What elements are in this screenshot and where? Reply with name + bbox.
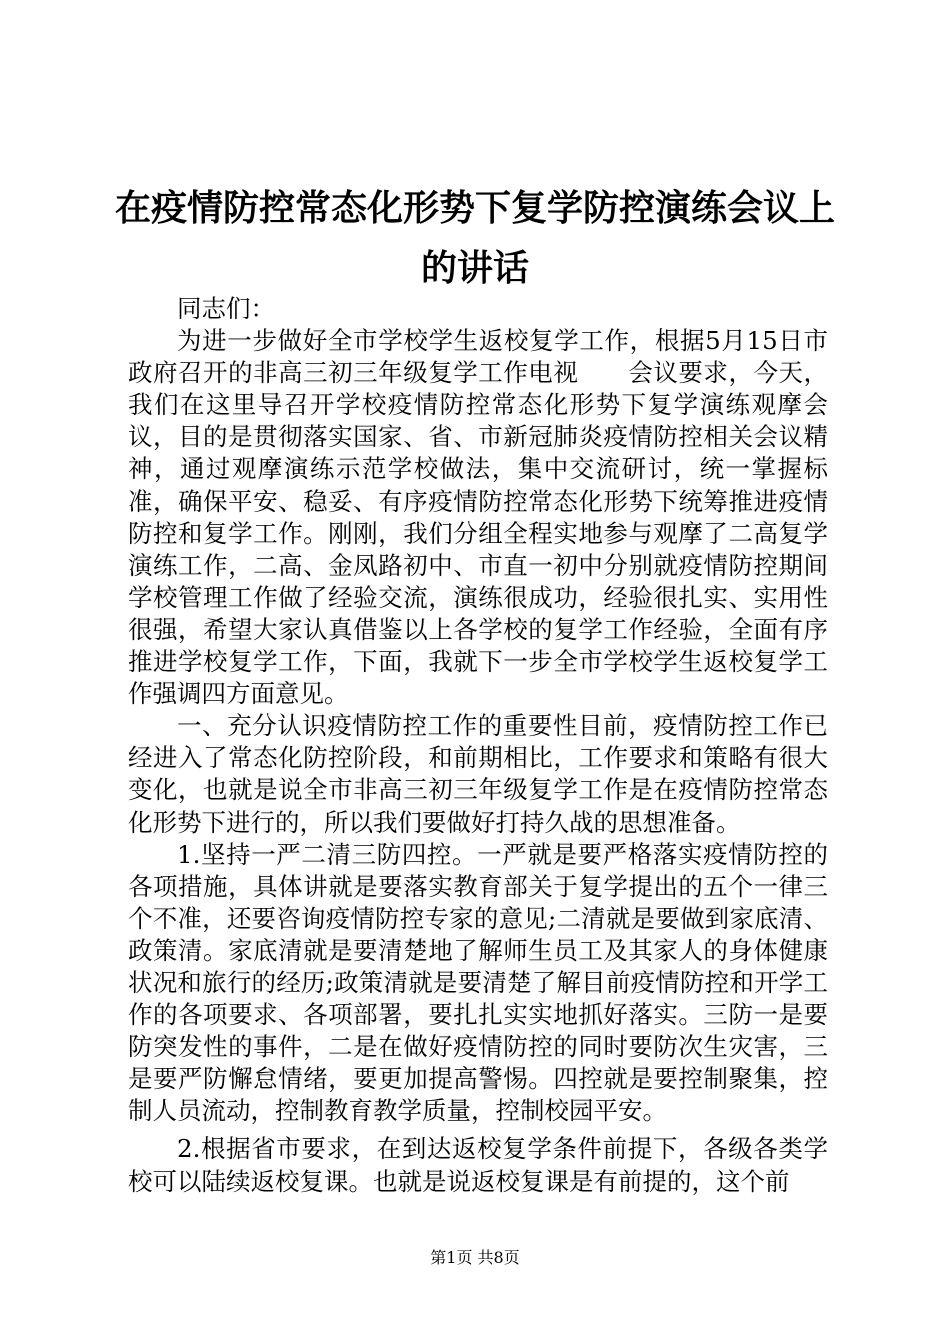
paragraph-point-2: 2.根据省市要求，在到达返校复学条件前提下，各级各类学校可以陆续返校复课。也就是说返校复课是有前提的，这个前	[128, 1134, 828, 1196]
salutation: 同志们：	[177, 294, 275, 323]
document-title: 在疫情防控常态化形势下复学防控演练会议上的讲话	[114, 187, 835, 289]
paragraph-point-1: 1.坚持一严二清三防四控。一严就是要严格落实疫情防控的各项措施，具体讲就是要落实教育部关于复学提出的五个一律三个不准，还要咨询疫情防控专家的意见;二清就是要做到家底清、政策清。家底清就是要清楚地了解师生员工及其家人的身体健康状况和旅行的经历;政策清就是要清楚了解目前疫情防控和开学工作的各项要求、各项部署，要扎扎实实地抓好落实。三防一是要防突发性的事件，二是在做好疫情防控的同时要防次生灾害，三是要严防懈怠情绪，要更加提高警惕。四控就是要控制聚集，控制人员流动，控制教育教学质量，控制校园平安。	[128, 839, 828, 1126]
page-footer: 第1页 共8页	[430, 1248, 520, 1267]
paragraph-intro: 为进一步做好全市学校学生返校复学工作，根据5月15日市政府召开的非高三初三年级复学工作电视 会议要求，今天，我们在这里导召开学校疫情防控常态化形势下复学演练观摩会议，目的是贯彻落实国家、省、市新冠肺炎疫情防控相关会议精神，通过观摩演练示范学校做法，集中交流研讨，统一掌握标准，确保平安、稳妥、有序疫情防控常态化形势下统筹推进疫情防控和复学工作。刚刚，我们分组全程实地参与观摩了二高复学演练工作，二高、金凤路初中、市直一初中分别就疫情防控期间学校管理工作做了经验交流，演练很成功，经验很扎实、实用性很强，希望大家认真借鉴以上各学校的复学工作经验，全面有序推进学校复学工作，下面，我就下一步全市学校学生返校复学工作强调四方面意见。	[128, 326, 828, 709]
paragraph-section-1: 一、充分认识疫情防控工作的重要性目前，疫情防控工作已经进入了常态化防控阶段，和前期相比，工作要求和策略有很大变化，也就是说全市非高三初三年级复学工作是在疫情防控常态化形势下进行的，所以我们要做好打持久战的思想准备。	[128, 711, 828, 837]
document-body	[128, 293, 828, 1198]
